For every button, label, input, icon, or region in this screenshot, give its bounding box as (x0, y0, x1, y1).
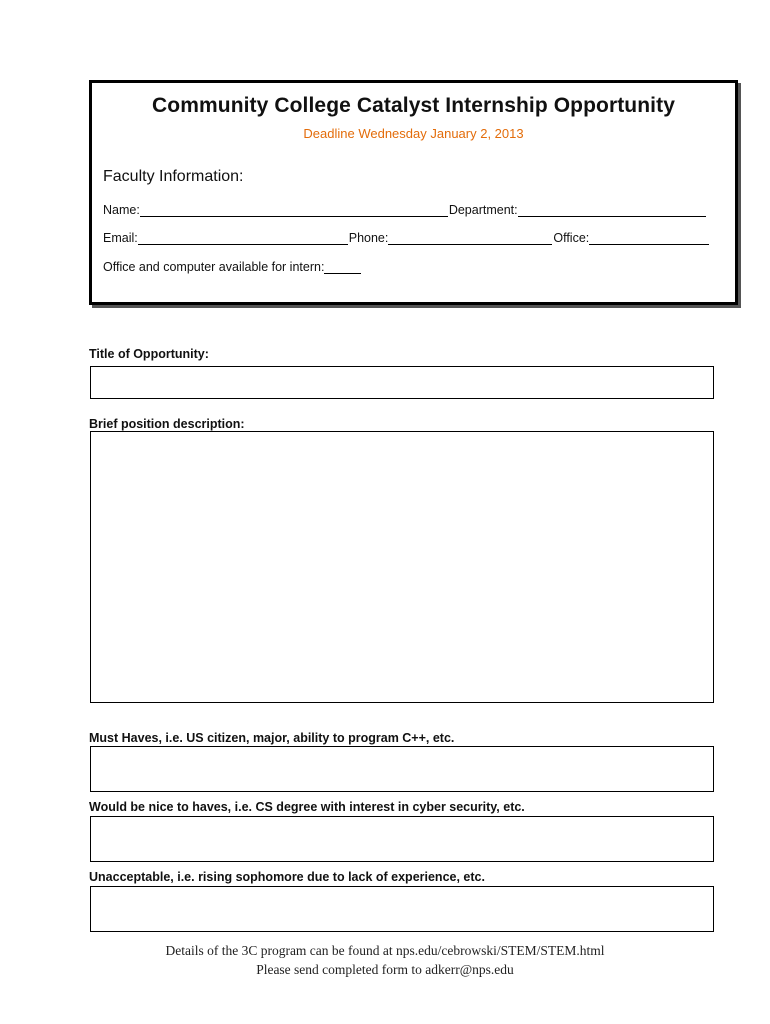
office-label: Office: (553, 231, 590, 245)
nice-to-haves-field[interactable] (90, 816, 714, 862)
office-available-label: Office and computer available for intern: (103, 260, 325, 274)
office-field[interactable] (589, 231, 709, 245)
must-haves-field[interactable] (90, 746, 714, 792)
deadline-text: Deadline Wednesday January 2, 2013 (303, 126, 524, 141)
department-field[interactable] (518, 203, 706, 217)
footer-send: Please send completed form to adkerr@nps.edu (256, 962, 514, 977)
office-available-field[interactable] (324, 260, 361, 274)
contact-row (103, 231, 710, 245)
department-label: Department: (448, 203, 518, 217)
title-of-opportunity-field[interactable] (90, 366, 714, 399)
unacceptable-field[interactable] (90, 886, 714, 932)
unacceptable-label: Unacceptable, i.e. rising sophomore due to lack of experience, etc. (89, 870, 485, 884)
office-available-row (103, 260, 362, 274)
form-title: Community College Catalyst Internship Opportunity (152, 94, 675, 117)
email-label: Email: (103, 231, 138, 245)
must-haves-label: Must Haves, i.e. US citizen, major, ability to program C++, etc. (89, 731, 455, 745)
phone-label: Phone: (348, 231, 389, 245)
phone-field[interactable] (388, 231, 552, 245)
faculty-info-box (89, 80, 738, 305)
faculty-heading: Faculty Information: (103, 168, 244, 185)
nice-to-haves-label: Would be nice to haves, i.e. CS degree with interest in cyber security, etc. (89, 800, 525, 814)
title-of-opportunity-label: Title of Opportunity: (89, 347, 209, 361)
footer-details: Details of the 3C program can be found at nps.edu/cebrowski/STEM/STEM.html (165, 943, 605, 958)
description-label: Brief position description: (89, 417, 245, 431)
email-field[interactable] (138, 231, 348, 245)
name-field[interactable] (140, 203, 448, 217)
name-label: Name: (103, 203, 140, 217)
description-field[interactable] (90, 431, 714, 703)
name-department-row (103, 203, 707, 217)
